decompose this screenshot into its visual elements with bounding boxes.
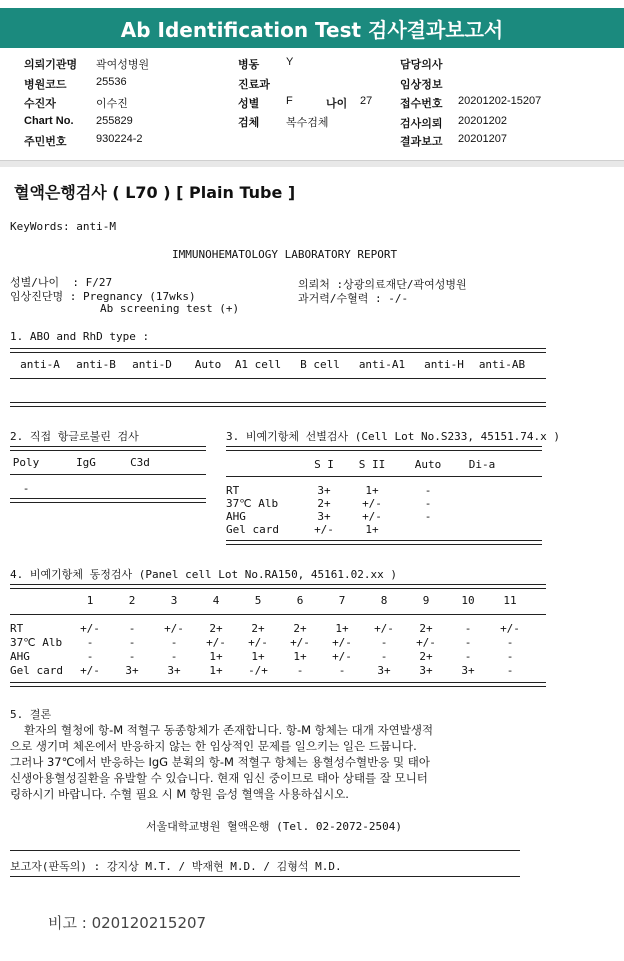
abo-rule-mid [10,378,546,379]
signature-rule-bottom [10,876,520,877]
conclusion-line: 링하시기 바랍니다. 수혈 필요 시 M 항원 음성 혈액을 사용하십시오. [10,787,349,801]
screen-rule-bottom [226,540,542,545]
panel-row-label: 37℃ Alb [10,636,63,649]
diagnosis: 임상진단명 : Pregnancy (17wks) [10,290,196,303]
screen-value-cell: 1+ [365,523,379,536]
panel-value-cell: -/+ [248,664,268,677]
panel-header-cell: 4 [212,594,220,607]
panel-value-cell: - [506,650,514,663]
screen-header-cell: S I [314,458,334,471]
screen-value-cell: 3+ [317,510,331,523]
panel-row-label: Gel card [10,664,63,677]
sex-label: 성별 [238,98,260,110]
panel-value-cell: 3+ [167,664,181,677]
resident-no-value: 930224-2 [96,133,143,145]
panel-value-cell: - [506,636,514,649]
abo-rule-top [10,348,546,353]
dat-header-cell: IgG [76,456,96,469]
screen-header-cell: S II [358,458,386,471]
panel-value-cell: - [338,664,346,677]
report-title: Ab Identification Test 검사결과보고서 [120,17,504,42]
abo-header-cell: anti-A [20,358,60,371]
panel-rule-mid [10,614,546,615]
panel-value-cell: +/- [500,622,520,635]
screen-rule-mid [226,476,542,477]
panel-value-cell: 1+ [251,650,265,663]
panel-rule-top [10,584,546,589]
screen-rule-top [226,446,542,451]
screen-row-label: RT [226,484,240,497]
panel-value-cell: - [380,650,388,663]
panel-value-cell: - [464,636,472,649]
conclusion-line: 으로 생기며 체온에서 반응하지 않는 한 임상적인 문제를 일으키는 일은 드뭅니다. [10,739,417,753]
panel-value-cell: +/- [290,636,310,649]
clinical-info-label: 임상정보 [400,79,443,91]
history: 과거력/수혈력 : -/- [298,292,409,305]
screen-header-cell: Auto [414,458,442,471]
abo-header-cell: anti-AB [478,358,526,371]
dat-title: 2. 직접 항글로불린 검사 [10,430,139,443]
abo-header-cell: Auto [194,358,222,371]
screen-value-cell: - [424,484,432,497]
panel-row-label: RT [10,622,24,635]
specimen-value: 복수검체 [286,117,329,129]
panel-value-cell: - [464,650,472,663]
hospital-code-value: 25536 [96,76,127,88]
sex-value: F [286,95,293,107]
panel-value-cell: 1+ [209,664,223,677]
patient-info-panel [0,52,624,156]
specimen-label: 검체 [238,117,260,129]
abo-rule-bottom [10,402,546,407]
abo-header-cell: A1 cell [234,358,282,371]
screen-title: 3. 비예기항체 선별검사 (Cell Lot No.S233, 45151.74.x ) [226,430,561,443]
panel-value-cell: 1+ [209,650,223,663]
panel-value-cell: 3+ [377,664,391,677]
panel-value-cell: +/- [164,622,184,635]
panel-value-cell: - [170,650,178,663]
dat-rule-bottom [10,498,206,503]
panel-value-cell: +/- [206,636,226,649]
patient-name-value: 이수진 [96,98,128,110]
accession-value: 20201202-15207 [458,95,542,107]
panel-value-cell: +/- [248,636,268,649]
sex-age: 성별/나이 : F/27 [10,276,113,289]
chart-no-value: 255829 [96,115,133,127]
screen-value-cell: - [424,510,432,523]
panel-value-cell: - [380,636,388,649]
screening-note: Ab screening test (+) [100,302,240,315]
resident-no-label: 주민번호 [24,136,67,148]
panel-value-cell: - [506,664,514,677]
chart-no-label: Chart No. [24,115,74,127]
conclusion-line: 신생아용혈성질환을 유발할 수 있습니다. 현재 임신 중이므로 태아 상태를 잘 모니터 [10,771,428,785]
abo-header-cell: anti-B [76,358,116,371]
report-title-bar [0,8,624,48]
panel-value-cell: +/- [332,650,352,663]
screen-row-label: 37℃ Alb [226,497,279,510]
dat-header-cell: C3d [130,456,150,469]
screen-row-label: Gel card [226,523,279,536]
dat-value-cell: - [22,482,30,495]
accession-label: 접수번호 [400,98,443,110]
panel-value-cell: - [86,636,94,649]
screen-value-cell: +/- [314,523,334,536]
dat-rule-top [10,446,206,451]
panel-row-label: AHG [10,650,30,663]
screen-value-cell: +/- [362,510,382,523]
department-label: 진료과 [238,79,270,91]
panel-value-cell: +/- [80,622,100,635]
institution-label: 의뢰기관명 [24,59,78,71]
panel-value-cell: - [464,622,472,635]
panel-value-cell: - [128,622,136,635]
panel-header-cell: 2 [128,594,136,607]
report-date-label: 결과보고 [400,136,443,148]
hospital-code-label: 병원코드 [24,79,67,91]
conclusion-title: 5. 결론 [10,708,52,721]
screen-value-cell: 3+ [317,484,331,497]
panel-value-cell: 2+ [419,622,433,635]
section-separator [0,160,624,167]
panel-value-cell: 3+ [125,664,139,677]
screen-value-cell: - [424,497,432,510]
panel-value-cell: 2+ [419,650,433,663]
panel-value-cell: - [128,636,136,649]
section-title: 혈액은행검사 ( L70 ) [ Plain Tube ] [14,183,296,202]
institution-value: 곽여성병원 [96,59,150,71]
hospital-contact: 서울대학교병원 혈액은행 (Tel. 02-2072-2504) [146,820,402,833]
panel-header-cell: 11 [503,594,517,607]
panel-value-cell: - [128,650,136,663]
abo-header-cell: anti-H [424,358,464,371]
panel-header-cell: 9 [422,594,430,607]
screen-value-cell: 1+ [365,484,379,497]
ward-label: 병동 [238,59,260,71]
panel-value-cell: 1+ [335,622,349,635]
panel-value-cell: 1+ [293,650,307,663]
screen-header-cell: Di-a [468,458,496,471]
age-label: 나이 [326,98,348,110]
age-value: 27 [360,95,373,107]
dat-header-cell: Poly [12,456,40,469]
reporter: 보고자(판독의) : 강지상 M.T. / 박재현 M.D. / 김형석 M.D. [10,860,342,873]
screen-row-label: AHG [226,510,246,523]
keywords: KeyWords: anti-M [10,220,116,233]
panel-header-cell: 8 [380,594,388,607]
panel-value-cell: 3+ [461,664,475,677]
panel-header-cell: 6 [296,594,304,607]
panel-value-cell: 2+ [209,622,223,635]
abo-header-cell: anti-A1 [358,358,406,371]
abo-header-cell: anti-D [132,358,172,371]
panel-value-cell: +/- [80,664,100,677]
ward-value: Y [286,56,294,68]
panel-value-cell: 2+ [293,622,307,635]
lab-title: IMMUNOHEMATOLOGY LABORATORY REPORT [172,248,398,261]
conclusion-line: 환자의 혈청에 항-M 적혈구 동종항체가 존재합니다. 항-M 항체는 대개 자연발생적 [24,723,434,737]
panel-value-cell: 2+ [251,622,265,635]
panel-value-cell: +/- [416,636,436,649]
abo-header-cell: B cell [300,358,340,371]
abo-title: 1. ABO and RhD type : [10,330,150,343]
conclusion-text [10,722,570,802]
panel-header-cell: 1 [86,594,94,607]
panel-value-cell: +/- [332,636,352,649]
footer-note: 비고 : 020120215207 [48,914,207,932]
signature-rule-top [10,850,520,851]
dat-rule-mid [10,474,206,475]
panel-header-cell: 5 [254,594,262,607]
panel-value-cell: 3+ [419,664,433,677]
request-date-label: 검사의뢰 [400,118,443,130]
panel-rule-bottom [10,682,546,687]
report-date-value: 20201207 [458,133,507,145]
conclusion-line: 그러나 37℃에서 반응하는 IgG 분획의 항-M 적혈구 항체는 용혈성수혈반응 및 태아 [10,755,430,769]
panel-title: 4. 비예기항체 동정검사 (Panel cell Lot No.RA150, 45161.02.xx ) [10,568,398,581]
panel-value-cell: +/- [374,622,394,635]
panel-header-cell: 10 [461,594,475,607]
request-date-value: 20201202 [458,115,507,127]
panel-header-cell: 3 [170,594,178,607]
referrer: 의뢰처 :상광의료재단/곽여성병원 [298,278,467,291]
panel-value-cell: - [170,636,178,649]
screen-value-cell: +/- [362,497,382,510]
panel-value-cell: - [86,650,94,663]
panel-header-cell: 7 [338,594,346,607]
physician-label: 담당의사 [400,59,443,71]
screen-value-cell: 2+ [317,497,331,510]
patient-name-label: 수진자 [24,98,56,110]
panel-value-cell: - [296,664,304,677]
